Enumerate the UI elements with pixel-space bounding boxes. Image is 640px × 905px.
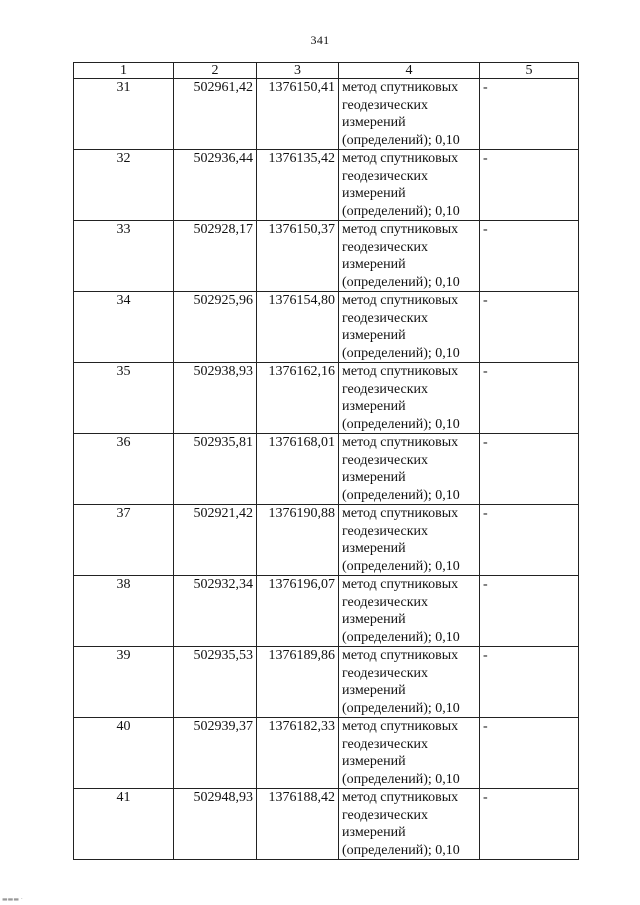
note-cell: - — [480, 789, 579, 860]
coordinate-x-cell: 502935,81 — [174, 434, 257, 505]
table-row — [74, 79, 579, 150]
point-number-cell: 40 — [74, 718, 174, 789]
coordinate-y-cell: 1376196,07 — [257, 576, 339, 647]
method-cell: метод спутниковых геодезических измерений (определений); 0,10 — [339, 363, 480, 434]
point-number-cell: 35 — [74, 363, 174, 434]
point-number-cell: 36 — [74, 434, 174, 505]
column-header: 4 — [339, 63, 480, 79]
point-number-cell: 33 — [74, 221, 174, 292]
method-cell: метод спутниковых геодезических измерений (определений); 0,10 — [339, 718, 480, 789]
note-cell: - — [480, 434, 579, 505]
note-cell: - — [480, 576, 579, 647]
method-cell: метод спутниковых геодезических измерений (определений); 0,10 — [339, 789, 480, 860]
table-row — [74, 789, 579, 860]
point-number-cell: 38 — [74, 576, 174, 647]
coordinate-x-cell: 502925,96 — [174, 292, 257, 363]
table-row — [74, 363, 579, 434]
column-header: 5 — [480, 63, 579, 79]
column-header: 3 — [257, 63, 339, 79]
note-cell: - — [480, 505, 579, 576]
method-cell: метод спутниковых геодезических измерений (определений); 0,10 — [339, 576, 480, 647]
method-cell: метод спутниковых геодезических измерений (определений); 0,10 — [339, 150, 480, 221]
point-number-cell: 32 — [74, 150, 174, 221]
note-cell: - — [480, 363, 579, 434]
coordinate-x-cell: 502928,17 — [174, 221, 257, 292]
coordinate-x-cell: 502948,93 — [174, 789, 257, 860]
coordinate-x-cell: 502939,37 — [174, 718, 257, 789]
table-header-row — [74, 63, 579, 79]
coordinate-x-cell: 502936,44 — [174, 150, 257, 221]
note-cell: - — [480, 150, 579, 221]
method-cell: метод спутниковых геодезических измерений (определений); 0,10 — [339, 221, 480, 292]
coordinate-y-cell: 1376150,41 — [257, 79, 339, 150]
coordinate-y-cell: 1376188,42 — [257, 789, 339, 860]
coordinates-table — [73, 62, 579, 860]
scan-mark: ▬▬▬ · — [2, 896, 23, 903]
point-number-cell: 37 — [74, 505, 174, 576]
table-row — [74, 647, 579, 718]
coordinate-y-cell: 1376150,37 — [257, 221, 339, 292]
coordinate-y-cell: 1376189,86 — [257, 647, 339, 718]
column-header: 1 — [74, 63, 174, 79]
coordinate-x-cell: 502935,53 — [174, 647, 257, 718]
table-row — [74, 576, 579, 647]
table-row — [74, 150, 579, 221]
coordinate-y-cell: 1376154,80 — [257, 292, 339, 363]
note-cell: - — [480, 79, 579, 150]
note-cell: - — [480, 292, 579, 363]
method-cell: метод спутниковых геодезических измерений (определений); 0,10 — [339, 505, 480, 576]
coordinate-y-cell: 1376190,88 — [257, 505, 339, 576]
table-body — [74, 79, 579, 860]
page-number: 341 — [310, 33, 330, 47]
point-number-cell: 34 — [74, 292, 174, 363]
table-row — [74, 434, 579, 505]
coordinate-x-cell: 502938,93 — [174, 363, 257, 434]
table-row — [74, 505, 579, 576]
method-cell: метод спутниковых геодезических измерений (определений); 0,10 — [339, 434, 480, 505]
method-cell: метод спутниковых геодезических измерений (определений); 0,10 — [339, 292, 480, 363]
table-row — [74, 718, 579, 789]
note-cell: - — [480, 647, 579, 718]
method-cell: метод спутниковых геодезических измерений (определений); 0,10 — [339, 647, 480, 718]
note-cell: - — [480, 221, 579, 292]
coordinate-x-cell: 502932,34 — [174, 576, 257, 647]
coordinate-y-cell: 1376168,01 — [257, 434, 339, 505]
note-cell: - — [480, 718, 579, 789]
coordinate-x-cell: 502921,42 — [174, 505, 257, 576]
table-row — [74, 221, 579, 292]
point-number-cell: 41 — [74, 789, 174, 860]
point-number-cell: 39 — [74, 647, 174, 718]
coordinate-y-cell: 1376135,42 — [257, 150, 339, 221]
point-number-cell: 31 — [74, 79, 174, 150]
method-cell: метод спутниковых геодезических измерений (определений); 0,10 — [339, 79, 480, 150]
coordinate-x-cell: 502961,42 — [174, 79, 257, 150]
column-header: 2 — [174, 63, 257, 79]
coordinate-y-cell: 1376182,33 — [257, 718, 339, 789]
table-row — [74, 292, 579, 363]
coordinate-y-cell: 1376162,16 — [257, 363, 339, 434]
